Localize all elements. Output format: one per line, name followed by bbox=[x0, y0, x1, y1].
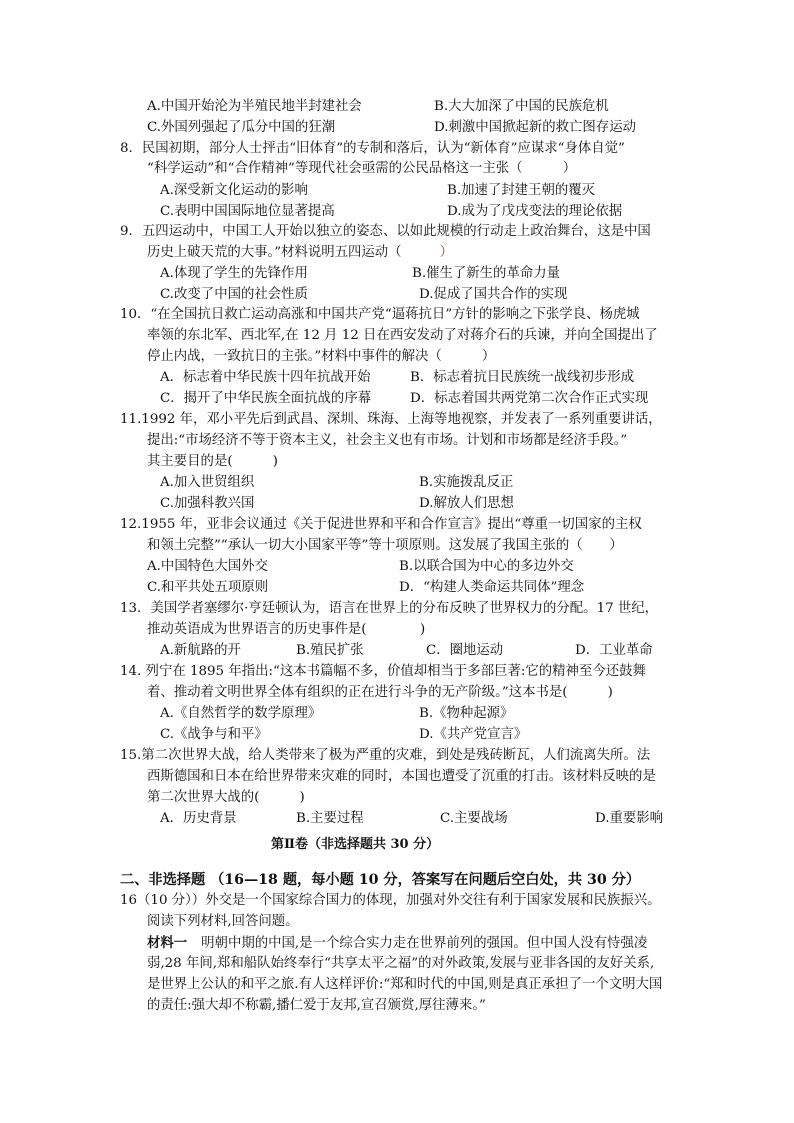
q9-stem-text: 历史上破天荒的大事。”材料说明五四运动（ bbox=[147, 245, 402, 260]
q13-option-b: B.殖民扩张 bbox=[296, 643, 364, 658]
q13-option-c: C．圈地运动 bbox=[426, 643, 504, 658]
q8-option-b: B.加速了封建王朝的覆灭 bbox=[447, 183, 596, 198]
q8-stem-line-2: “科学运动”和“合作精神”等现代社会亟需的公民品格这一主张（ ） bbox=[147, 161, 577, 176]
material1-line-3: 是世界上公认的和平之旅.有人这样评价:“郑和时代的中国,则是真正承担了一个文明大国 bbox=[147, 977, 663, 992]
q7-option-d: D.刺激中国掀起新的救亡图存运动 bbox=[434, 120, 636, 135]
material1-text-1: 明朝中期的中国,是一个综合实力走在世界前列的强国。但中国人没有恃强凌 bbox=[201, 936, 648, 951]
material1-line-1 bbox=[147, 934, 647, 953]
q15-stem-line-3: 第二次世界大战的( ) bbox=[147, 790, 305, 805]
q13-option-a: A.新航路的开 bbox=[160, 643, 241, 658]
q7-option-b: B.大大加深了中国的民族危机 bbox=[434, 99, 609, 114]
q15-option-a: A．历史背景 bbox=[160, 811, 237, 826]
q12-stem-line-1: 12.1955 年，亚非会议通过《关于促进世界和平和合作宣言》提出“尊重一切国家的主权 bbox=[120, 517, 642, 532]
q12-option-d: D．“构建人类命运共同体”理念 bbox=[399, 580, 585, 595]
q15-stem-line-2: 西斯德国和日本在给世界带来灾难的同时，本国也遭受了沉重的打击。该材料反映的是 bbox=[147, 769, 656, 784]
q9-option-a: A.体现了学生的先锋作用 bbox=[160, 266, 308, 281]
q9-option-d: D.促成了国共合作的实现 bbox=[419, 287, 568, 302]
q14-option-c: C.《战争与和平》 bbox=[160, 727, 268, 742]
q8-option-a: A.深受新文化运动的影响 bbox=[160, 183, 308, 198]
q15-stem-line-1: 15.第二次世界大战，给人类带来了极为严重的灾难，到处是残砖断瓦，人们流离失所。法 bbox=[120, 748, 651, 763]
q9-stem-line-1: 9．五四运动中，中国工人开始以独立的姿态、以如此规模的行动走上政治舞台，这是中国 bbox=[120, 224, 651, 239]
q7-option-a: A.中国开始沦为半殖民地半封建社会 bbox=[147, 99, 362, 114]
q14-stem-line-1: 14. 列宁在 1895 年指出:“这本书篇幅不多，价值却相当于多部巨著:它的精神至今还鼓舞 bbox=[120, 664, 646, 679]
material1-label: 材料一 bbox=[147, 935, 188, 951]
q12-option-b: B.以联合国为中心的多边外交 bbox=[399, 559, 574, 574]
q9-option-b: B.催生了新生的革命力量 bbox=[412, 266, 561, 281]
q10-option-a: A．标志着中华民族十四年抗战开始 bbox=[160, 370, 371, 385]
material1-line-2: 弱,28 年间,郑和船队始终奉行“共享太平之福”的对外政策,发展与亚非各国的友好关系, bbox=[147, 956, 655, 971]
q11-option-b: B.实施拨乱反正 bbox=[419, 475, 514, 490]
section2-heading: 二、非选择题 （16—18 题，每小题 10 分，答案写在问题后空白处，共 30 分） bbox=[120, 872, 641, 888]
q15-option-d: D.重要影响 bbox=[595, 811, 664, 826]
q12-stem-line-2: 和领土完整”“承认一切大小国家平等”等十项原则。这发展了我国主张的（ ） bbox=[147, 538, 623, 553]
q11-stem-line-1: 11.1992 年，邓小平先后到武昌、深圳、珠海、上海等地视察，并发表了一系列重要讲话， bbox=[120, 412, 662, 427]
q8-option-d: D.成为了戊戌变法的理论依据 bbox=[447, 204, 623, 219]
q10-option-d: D．标志着国共两党第二次合作正式实现 bbox=[410, 391, 649, 406]
q10-stem-line-1: 10．“在全国抗日救亡运动高涨和中国共产党“逼蒋抗日”方针的影响之下张学良、杨虎城 bbox=[120, 307, 640, 322]
q9-stem-line-2 bbox=[147, 244, 453, 262]
q10-option-c: C．揭开了中华民族全面抗战的序幕 bbox=[160, 391, 372, 406]
q14-option-d: D.《共产党宣言》 bbox=[419, 727, 528, 742]
q8-stem-line-1: 8．民国初期，部分人士抨击“旧体育”的专制和落后，认为“新体育”应谋求“身体自觉” bbox=[120, 141, 625, 156]
q8-option-c: C.表明中国国际地位显著提高 bbox=[160, 204, 335, 219]
q13-stem-line-2: 推动英语成为世界语言的历史事件是( ) bbox=[147, 622, 426, 637]
q13-option-d: D．工业革命 bbox=[575, 643, 653, 658]
q10-stem-line-2: 率领的东北军、西北军,在 12 月 12 日在西安发动了对蒋介石的兵谏，并向全国提出了 bbox=[147, 328, 658, 343]
q10-stem-line-3: 停止内战，一致抗日的主张。”材料中事件的解决（ ） bbox=[147, 349, 496, 364]
q9-option-c: C.改变了中国的社会性质 bbox=[160, 287, 308, 302]
q9-close-paren: ） bbox=[439, 245, 453, 260]
q16-stem-line-1: 16（10 分））外交是一个国家综合国力的体现，加强对外交往有利于国家发展和民族振兴。 bbox=[120, 893, 661, 908]
q11-stem-line-3: 其主要目的是( ) bbox=[147, 454, 278, 469]
q11-option-c: C.加强科教兴国 bbox=[160, 496, 255, 511]
q11-option-a: A.加入世贸组织 bbox=[160, 475, 255, 490]
q12-option-a: A.中国特色大国外交 bbox=[147, 559, 269, 574]
q7-option-c: C.外国列强起了瓜分中国的狂潮 bbox=[147, 120, 336, 135]
q15-option-b: B.主要过程 bbox=[296, 811, 364, 826]
q14-stem-line-2: 着、推动着文明世界全体有组织的正在进行斗争的无产阶级。”这本书是( ) bbox=[147, 685, 613, 700]
material1-line-4: 的责任:强大却不称霸,播仁爱于友邦,宣召颁赏,厚往薄来。” bbox=[147, 998, 486, 1013]
q12-option-c: C.和平共处五项原则 bbox=[147, 580, 269, 595]
q11-stem-line-2: 提出:“市场经济不等于资本主义，社会主义也有市场。计划和市场都是经济手段。” bbox=[147, 433, 628, 448]
q14-option-a: A.《自然哲学的数学原理》 bbox=[160, 706, 322, 721]
q15-option-c: C.主要战场 bbox=[440, 811, 508, 826]
q16-stem-line-2: 阅读下列材料,回答问题。 bbox=[147, 914, 299, 929]
q10-option-b: B．标志着抗日民族统一战线初步形成 bbox=[410, 370, 635, 385]
q13-stem-line-1: 13．美国学者塞缪尔·亨廷顿认为，语言在世界上的分布反映了世界权力的分配。17 世纪， bbox=[120, 601, 659, 616]
q11-option-d: D.解放人们思想 bbox=[419, 496, 514, 511]
q14-option-b: B.《物种起源》 bbox=[419, 706, 514, 721]
part2-title: 第Ⅱ卷（非选择题共 30 分） bbox=[271, 837, 440, 852]
